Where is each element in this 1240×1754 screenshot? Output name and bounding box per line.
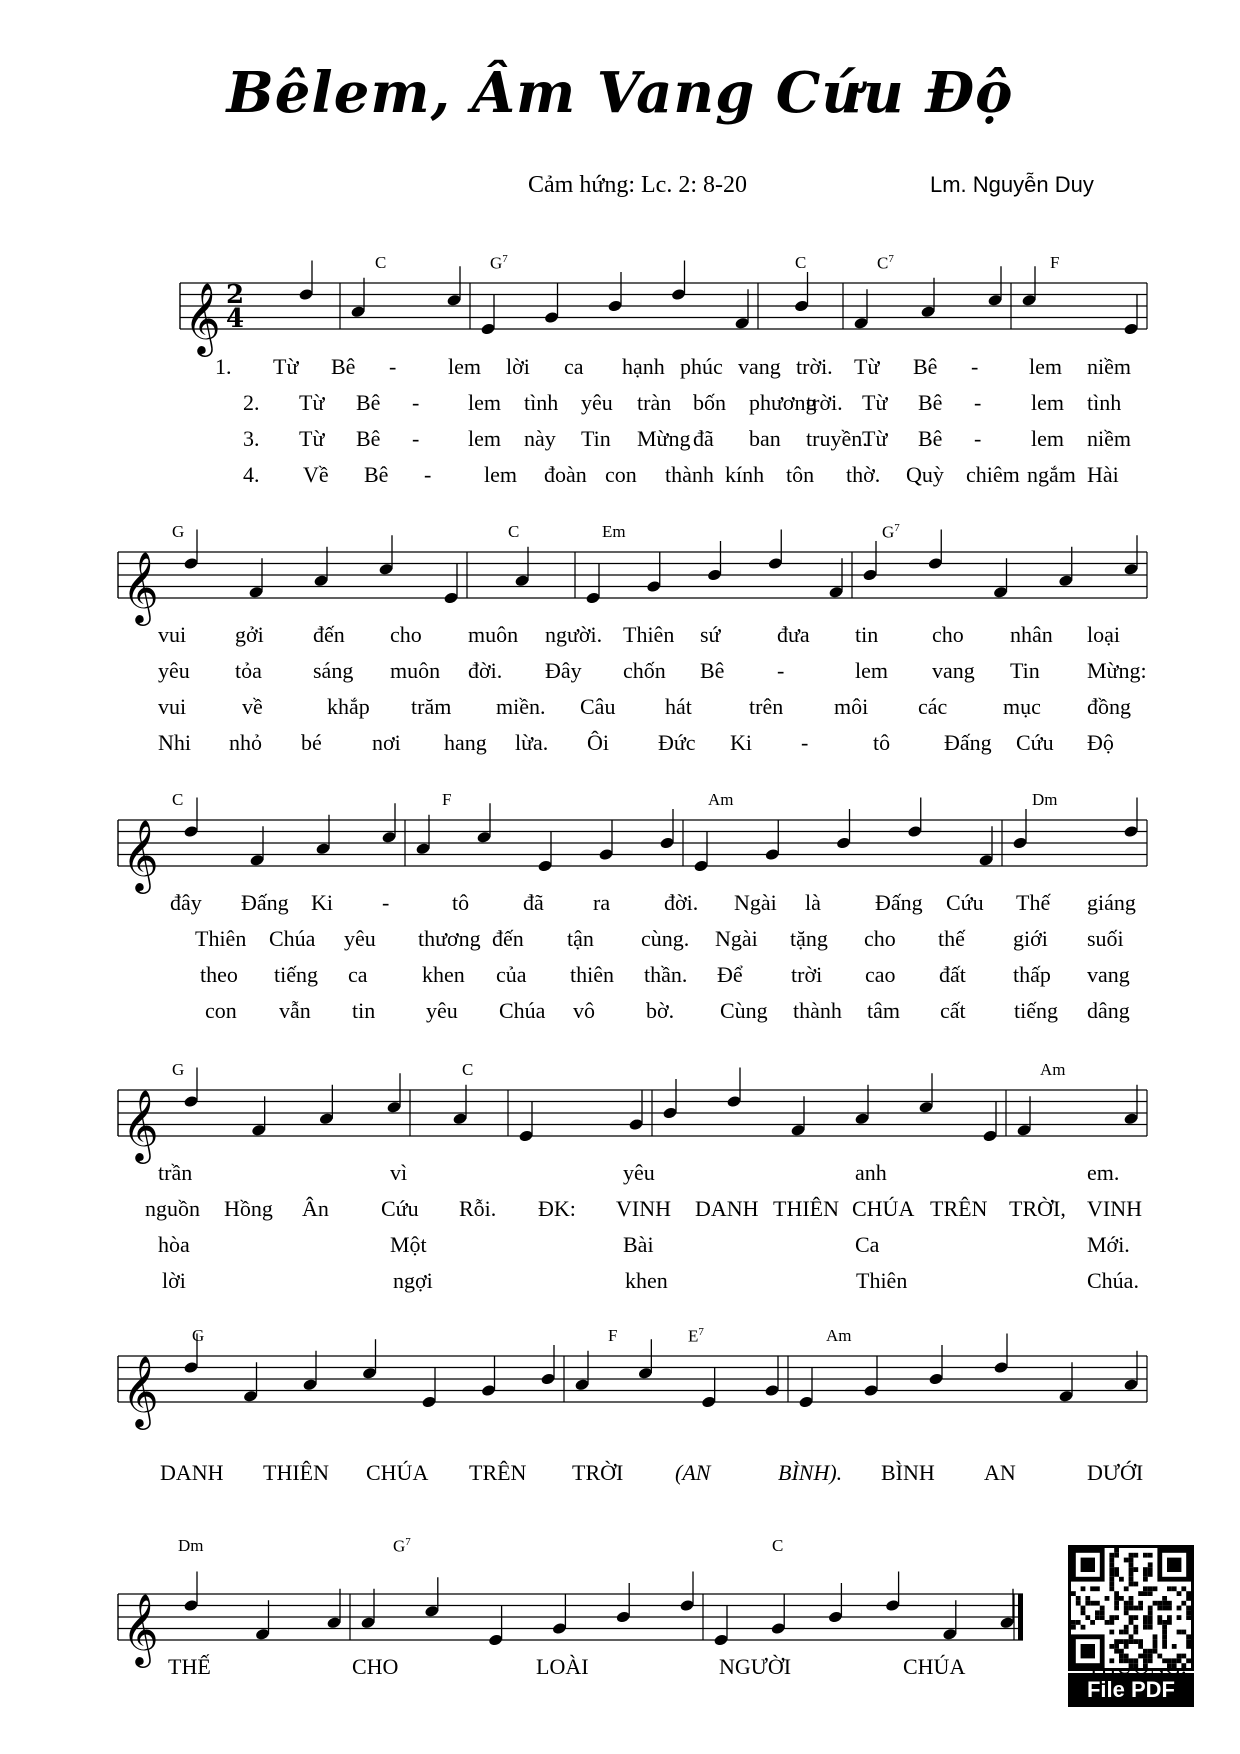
chord-symbol: F [1050,253,1060,272]
lyric-syllable: CHÚA [366,1460,429,1485]
lyric-syllable: khắp [327,694,370,719]
chord-symbol: C [795,253,807,272]
lyric-syllable: chốn [623,658,666,683]
lyric-syllable: Thiên [623,622,675,647]
lyric-syllable: lem [1031,426,1064,451]
lyric-syllable: yêu [623,1160,655,1185]
lyric-syllable: nhân [1010,622,1053,647]
lyric-syllable: Đấng [875,890,923,915]
lyric-syllable: - [424,462,432,487]
lyric-syllable: CHO [352,1654,399,1679]
lyric-syllable: niềm [1087,354,1131,379]
lyric-syllable: Về [303,462,329,487]
lyric-syllable: giới [1013,926,1048,951]
lyric-syllable: Thế [1016,890,1051,915]
lyric-syllable: đời. [664,890,699,915]
lyric-syllable: thế [938,926,965,951]
lyric-syllable: nhỏ [229,730,262,755]
lyric-syllable: thành [665,462,714,487]
lyric-syllable: hang [444,730,487,755]
lyric-syllable: tỏa [235,658,262,683]
lyric-syllable: tình [1087,390,1122,415]
lyric-syllable: CHÚA [903,1654,966,1679]
lyric-syllable: 1. [215,354,232,379]
lyric-syllable: miền. [496,694,546,719]
lyric-syllable: Bê [700,658,725,683]
lyric-syllable: TRỜI, [1009,1196,1066,1221]
lyric-syllable: vang [1087,962,1130,987]
staff-system-1 [180,261,1147,358]
chord-symbol: G [172,522,185,541]
lyric-syllable: CHÚA [852,1196,915,1221]
lyric-syllable: lem [448,354,481,379]
lyric-syllable: Ca [855,1232,880,1257]
lyric-syllable: lời [506,354,530,379]
lyric-syllable: tô [452,890,470,915]
lyric-syllable: muôn [390,658,441,683]
lyric-syllable: các [918,694,948,719]
lyric-syllable: phúc [680,354,723,379]
lyric-syllable: Tin [1010,658,1040,683]
lyric-syllable: đến [313,622,345,647]
lyric-syllable: Chúa [269,926,316,951]
lyric-syllable: Ki [311,890,333,915]
lyric-syllable: - [382,890,390,915]
lyric-syllable: Ôi [587,730,609,755]
song-title: Bêlem, Âm Vang Cứu Độ [226,60,1014,126]
chord-symbol: Em [602,522,626,541]
lyric-syllable: lem [468,426,501,451]
lyric-syllable: - [389,354,397,379]
lyric-syllable: về [242,694,263,719]
lyric-syllable: DƯỚI [1087,1460,1144,1485]
staff-system-3 [118,798,1147,895]
lyric-syllable: - [412,426,420,451]
lyric-syllable: yêu [158,658,190,683]
treble-clef-icon: 𝄞 [184,281,221,354]
lyric-syllable: khen [625,1268,668,1293]
lyric-syllable: - [971,354,979,379]
lyric-syllable: phương [749,390,817,415]
chord-symbol: C [772,1536,784,1555]
lyric-syllable: đưa [777,622,810,647]
staff-system-5 [118,1334,1147,1431]
lyric-syllable: lem [468,390,501,415]
lyric-syllable: lem [1031,390,1064,415]
lyric-syllable: Bê [918,426,943,451]
lyric-syllable: Tin [581,426,611,451]
lyric-syllable: yêu [581,390,613,415]
chord-symbol: Am [708,790,734,809]
lyric-syllable: bờ. [646,998,675,1023]
lyric-syllable: tặng [790,926,828,951]
lyric-syllable: vô [573,998,595,1023]
lyric-syllable: Câu [580,694,616,719]
chord-symbol: Am [1040,1060,1066,1079]
lyric-syllable: TRÊN [930,1196,988,1221]
lyric-syllable: THIÊN [263,1460,329,1485]
lyric-syllable: DANH [695,1196,759,1221]
lyric-syllable: Mới. [1087,1232,1130,1257]
chord-symbol: Dm [1032,790,1058,809]
qr-code-icon[interactable] [1068,1545,1194,1671]
lyric-syllable: Cùng [720,998,768,1023]
lyric-syllable: đã [693,426,714,451]
lyric-syllable: Bê [356,426,381,451]
lyric-syllable: kính [725,462,765,487]
lyric-syllable: NGƯỜI [719,1654,792,1679]
lyric-syllable: Độ [1087,730,1114,755]
chord-symbol: F [608,1326,618,1345]
lyric-syllable: yêu [344,926,376,951]
lyric-syllable: sáng [313,658,354,683]
lyric-syllable: sứ [700,622,721,647]
lyric-syllable: người. [545,622,603,647]
lyric-syllable: tình [524,390,559,415]
lyric-syllable: Đấng [944,730,992,755]
lyric-syllable: ra [593,890,611,915]
lyric-syllable: lem [1029,354,1062,379]
lyric-syllable: thần. [644,962,688,987]
lyric-syllable: truyền. [806,426,868,451]
lyric-syllable: theo [200,962,238,987]
lyric-syllable: anh [855,1160,887,1185]
lyric-syllable: cất [940,998,966,1023]
lyric-syllable: của [496,962,527,987]
lyric-syllable: khen [422,962,465,987]
lyric-syllable: vui [158,622,187,647]
lyric-syllable: VINH [1087,1196,1142,1221]
lyric-syllable: là [805,890,821,915]
lyric-syllable: tô [873,730,891,755]
lyric-syllable: chiêm [966,462,1020,487]
lyric-syllable: Thiên [195,926,247,951]
lyric-syllable: TRỜI [572,1460,624,1485]
chord-symbol: C [508,522,520,541]
lyric-syllable: 2. [243,390,260,415]
lyric-syllable: Một [390,1232,427,1257]
lyric-syllable: em. [1087,1160,1120,1185]
lyric-syllable: tiếng [274,962,318,987]
lyric-syllable: Bê [331,354,356,379]
lyric-syllable: Hài [1087,462,1119,487]
chord-symbol: $G^7$ [882,522,900,542]
lyric-syllable: Từ [862,390,888,415]
lyric-syllable: Mừng: [1087,658,1147,683]
lyric-syllable: Bê [913,354,938,379]
lyric-syllable: Để [717,962,743,987]
lyric-syllable: 4. [243,462,260,487]
lyric-syllable: THIÊN [773,1196,839,1221]
lyric-syllable: - [412,390,420,415]
lyric-syllable: gởi [235,622,264,647]
lyric-syllable: Thiên [856,1268,908,1293]
lyric-syllable: đến [492,926,524,951]
lyric-syllable: Đức [658,730,696,755]
lyric-syllable: cùng. [641,926,690,951]
chord-symbol: C [462,1060,474,1079]
lyric-syllable: yêu [426,998,458,1023]
lyric-syllable: đoàn [544,462,587,487]
lyric-syllable: Chúa [499,998,546,1023]
lyric-syllable: - [974,390,982,415]
lyric-syllable: vì [390,1160,408,1185]
lyric-syllable: 3. [243,426,260,451]
lyric-syllable: mục [1003,694,1041,719]
lyric-syllable: Từ [299,390,325,415]
lyric-syllable: cho [932,622,964,647]
lyric-syllable: tin [855,622,879,647]
lyric-syllable: ngợi [393,1268,433,1293]
lyric-syllable: Nhi [158,730,191,755]
chord-symbol: C [172,790,184,809]
lyric-syllable: Quỳ [906,462,944,487]
lyric-syllable: VINH [616,1196,671,1221]
pdf-file-label[interactable]: File PDF [1068,1673,1194,1707]
lyric-syllable: hát [665,694,692,719]
lyric-syllable: Từ [273,354,299,379]
lyric-syllable: trần [158,1160,193,1185]
lyric-syllable: nguồn [145,1196,200,1221]
chord-symbol: Am [826,1326,852,1345]
treble-clef-icon: 𝄞 [122,550,159,623]
lyric-syllable: Cứu [946,890,984,915]
lyric-syllable: thờ. [846,462,881,487]
lyric-syllable: đồng [1087,694,1131,719]
lyric-syllable: Từ [854,354,880,379]
lyric-syllable: lem [484,462,517,487]
lyric-syllable: tận [567,926,594,951]
treble-clef-icon: 𝄞 [122,818,159,891]
lyric-syllable: ca [564,354,584,379]
lyric-syllable: con [205,998,237,1023]
lyric-syllable: Chúa. [1087,1268,1139,1293]
chord-symbol: $E^7$ [688,1326,704,1346]
lyric-syllable: AN [984,1460,1016,1485]
lyric-syllable: đây [170,890,202,915]
lyric-syllable: cao [865,962,896,987]
composer-name: Lm. Nguyễn Duy [930,172,1094,197]
lyric-syllable: ĐK: [538,1196,576,1221]
lyric-syllable: lừa. [515,730,549,755]
lyric-syllable: vẫn [279,998,311,1023]
lyric-syllable: Ân [302,1196,329,1221]
lyric-syllable: Mừng [637,426,691,451]
lyric-syllable: Bê [918,390,943,415]
lyric-syllable: Từ [299,426,325,451]
chord-symbol: Dm [178,1536,204,1555]
lyric-syllable: BÌNH). [778,1460,843,1485]
lyric-syllable: bé [301,730,322,755]
lyric-syllable: trời. [796,354,833,379]
chord-symbol: G [192,1326,205,1345]
lyric-syllable: loại [1087,622,1120,647]
lyric-syllable: tin [352,998,376,1023]
lyric-syllable: đời. [468,658,503,683]
lyric-syllable: - [974,426,982,451]
lyric-syllable: BÌNH [881,1460,935,1485]
staff-system-2 [118,530,1147,627]
lyric-syllable: DANH [160,1460,224,1485]
lyric-syllable: niềm [1087,426,1131,451]
lyric-syllable: Bê [356,390,381,415]
lyric-syllable: muôn [468,622,519,647]
lyric-syllable: trời. [806,390,843,415]
lyric-syllable: (AN [675,1460,711,1485]
lyric-syllable: - [801,730,809,755]
lyric-syllable: đã [523,890,544,915]
lyric-syllable: Cứu [1016,730,1054,755]
lyric-syllable: hòa [158,1232,190,1257]
chord-symbol: $G^7$ [490,253,508,273]
lyric-syllable: nơi [372,730,401,755]
lyric-syllable: tâm [867,998,900,1023]
final-barline [1018,1594,1023,1640]
lyric-syllable: Từ [862,426,888,451]
lyric-syllable: môi [834,694,869,719]
lyric-syllable: tôn [786,462,815,487]
lyric-syllable: thương [418,926,481,951]
lyric-syllable: THẾ [168,1654,211,1679]
lyric-syllable: vang [738,354,781,379]
lyric-syllable: trời [791,962,823,987]
lyric-syllable: cho [390,622,422,647]
lyric-syllable: tràn [637,390,672,415]
chord-symbol: G [172,1060,185,1079]
lyric-syllable: thành [793,998,842,1023]
inspiration-reference: Cảm hứng: Lc. 2: 8-20 [528,172,747,198]
lyric-syllable: hạnh [622,354,665,379]
lyric-syllable: Bài [623,1232,654,1257]
treble-clef-icon: 𝄞 [122,1592,159,1665]
lyric-syllable: bốn [693,390,726,415]
lyric-syllable: lời [162,1268,186,1293]
lyric-syllable: trăm [411,694,452,719]
chord-symbol: $G^7$ [393,1536,411,1556]
lyric-syllable: Đấng [241,890,289,915]
lyric-syllable: vui [158,694,187,719]
lyric-syllable: này [524,426,556,451]
lyric-syllable: Ngài [734,890,777,915]
lyric-syllable: Đây [545,658,582,683]
lyric-syllable: ngắm [1027,462,1076,487]
lyric-syllable: con [605,462,637,487]
lyric-syllable: trên [749,694,784,719]
lyric-syllable: ban [749,426,781,451]
lyric-syllable: dâng [1087,998,1130,1023]
lyric-syllable: Cứu [381,1196,419,1221]
time-signature-top: 2 [226,280,245,310]
lyric-syllable: cho [864,926,896,951]
lyric-syllable: LOÀI [536,1654,589,1679]
lyric-syllable: đất [939,962,966,987]
treble-clef-icon: 𝄞 [122,1088,159,1161]
chord-symbol: F [442,790,452,809]
lyric-syllable: thấp [1013,962,1051,987]
chord-symbol: C [375,253,387,272]
lyric-syllable: - [777,658,785,683]
treble-clef-icon: 𝄞 [122,1354,159,1427]
lyric-syllable: Bê [364,462,389,487]
lyric-syllable: giáng [1087,890,1136,915]
lyric-syllable: vang [932,658,975,683]
staff-system-4 [118,1068,1147,1165]
lyric-syllable: suối [1087,926,1124,951]
lyric-syllable: lem [855,658,888,683]
lyric-syllable: Rỗi. [459,1196,497,1221]
lyric-syllable: TRÊN [469,1460,527,1485]
lyric-syllable: Ngài [715,926,758,951]
lyric-syllable: thiên [570,962,614,987]
lyric-syllable: Hồng [224,1196,273,1221]
time-signature-bottom: 4 [226,304,245,334]
lyric-syllable: Ki [730,730,752,755]
chord-symbol: $C^7$ [877,253,894,273]
lyric-syllable: tiếng [1014,998,1058,1023]
lyric-syllable: ca [348,962,368,987]
